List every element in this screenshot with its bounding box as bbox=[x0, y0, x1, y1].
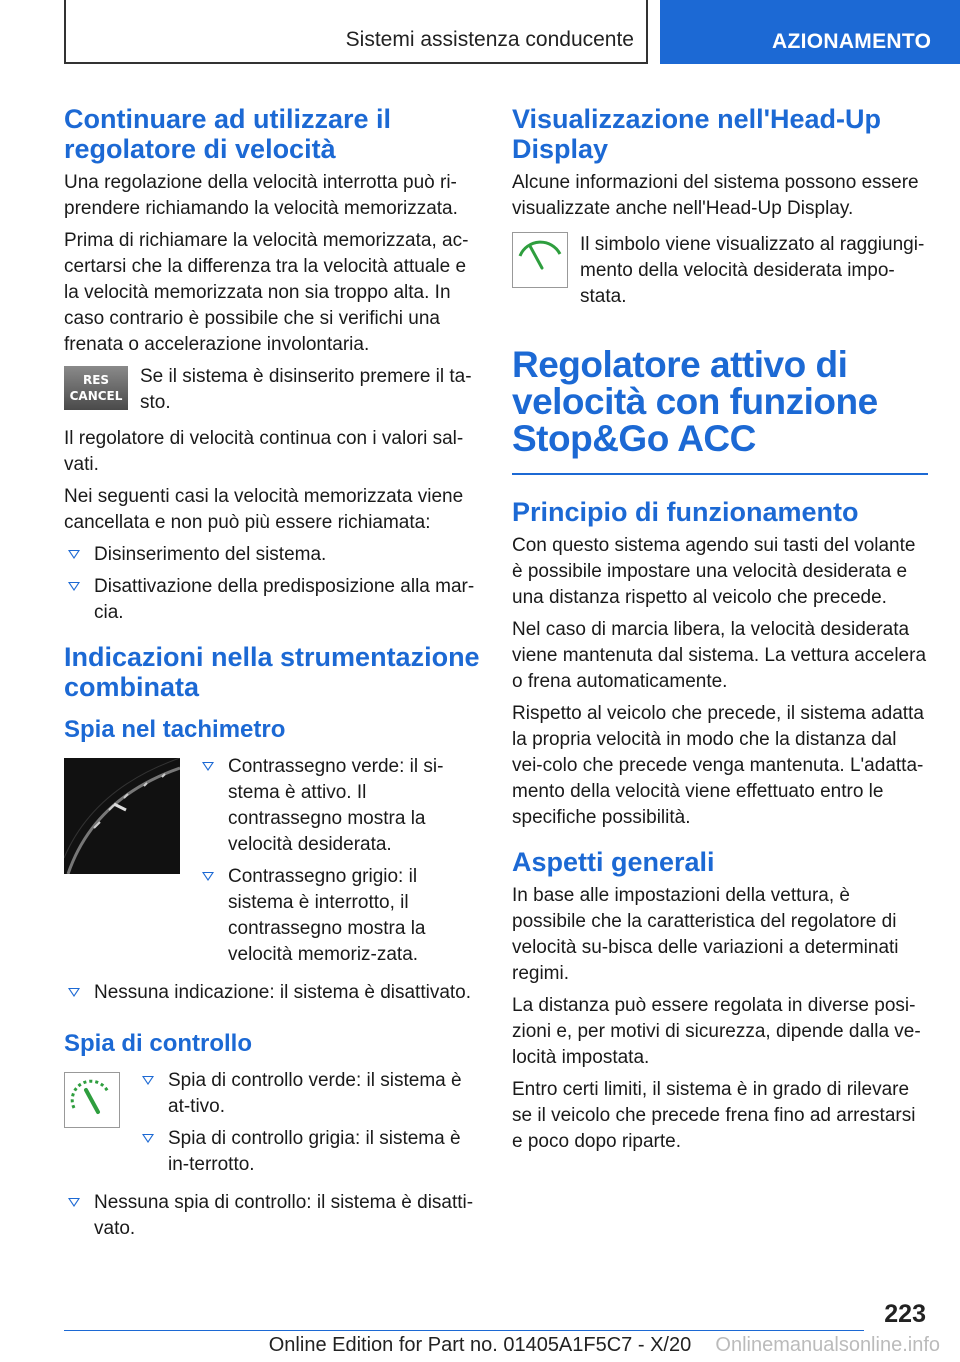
cruise-control-indicator-icon bbox=[64, 1072, 120, 1128]
triangle-bullet-icon bbox=[68, 988, 80, 997]
list-item-text: Nessuna spia di controllo: il sistema è disatti-vato. bbox=[94, 1192, 474, 1239]
res-cancel-row bbox=[64, 364, 480, 416]
paragraph: Una regolazione della velocità interrotta può ri-prendere richiamando la velocità memorizzata. bbox=[64, 172, 458, 219]
heading-hud: Visualizzazione nell'Head-Up Display bbox=[512, 104, 882, 164]
ctrl-list bbox=[138, 1068, 480, 1184]
list-item-text: Disattivazione della predisposizione alla mar-cia. bbox=[94, 576, 475, 623]
paragraph: Rispetto al veicolo che precede, il sistema adatta la propria velocità in modo che la distanza dal vei-colo che precede venga mantenuta. L'adatta-mento della velocità viene effettuato entro le specifiche possibilità. bbox=[512, 703, 924, 828]
triangle-bullet-icon bbox=[68, 1198, 80, 1207]
heading-resume: Continuare ad utilizzare il regolatore di velocità bbox=[64, 104, 392, 164]
triangle-bullet-icon bbox=[202, 762, 214, 771]
paragraph: Alcune informazioni del sistema possono essere visualizzate anche nell'Head-Up Display. bbox=[512, 172, 919, 219]
cancel-icon-text: CANCEL bbox=[69, 389, 123, 403]
paragraph: In base alle impostazioni della vettura, è possibile che la caratteristica del regolatore di velocità su-bisca delle variazioni a determinati regimi. bbox=[512, 885, 899, 984]
triangle-bullet-icon bbox=[202, 872, 214, 881]
paragraph: Con questo sistema agendo sui tasti del volante è possibile impostare una velocità desiderata e una distanza rispetto al veicolo che precede. bbox=[512, 535, 916, 608]
heading-spia-controllo: Spia di controllo bbox=[64, 1030, 253, 1057]
heading-spia-tachimetro: Spia nel tachimetro bbox=[64, 716, 286, 743]
heading-indicazioni: Indicazioni nella strumentazione combinata bbox=[64, 642, 480, 702]
ctrl-row bbox=[64, 1068, 480, 1190]
left-column bbox=[64, 104, 480, 1248]
list bbox=[64, 980, 480, 1006]
header-section-label: Sistemi assistenza conducente bbox=[345, 28, 634, 51]
heading-principio: Principio di funzionamento bbox=[512, 497, 859, 527]
list-item-text: Spia di controllo verde: il sistema è at-tivo. bbox=[168, 1070, 462, 1117]
tach-row bbox=[64, 754, 480, 980]
heading-acc: Regolatore attivo di velocità con funzione Stop&Go ACC bbox=[512, 344, 878, 459]
paragraph: Il simbolo viene visualizzato al raggiungi-mento della velocità desiderata impo-stata. bbox=[580, 234, 925, 307]
paragraph: Nei seguenti casi la velocità memorizzata viene cancellata e non può più essere richiamata: bbox=[64, 486, 464, 533]
list-item-text: Contrassegno verde: il si-stema è attivo. Il contrassegno mostra la velocità desiderata. bbox=[228, 756, 444, 855]
paragraph: Il regolatore di velocità continua con i valori sal-vati. bbox=[64, 428, 464, 475]
divider bbox=[512, 473, 928, 475]
list-item bbox=[64, 574, 480, 626]
list-item bbox=[64, 1190, 480, 1242]
res-cancel-button-icon bbox=[64, 366, 128, 410]
list-item bbox=[64, 980, 480, 1006]
list-item-text: Nessuna indicazione: il sistema è disattivato. bbox=[94, 982, 472, 1003]
heading-aspetti: Aspetti generali bbox=[512, 847, 715, 877]
triangle-bullet-icon bbox=[142, 1076, 154, 1085]
list-item bbox=[198, 754, 480, 858]
list-item bbox=[64, 542, 480, 568]
list-item-text: Spia di controllo grigia: il sistema è in-terrotto. bbox=[168, 1128, 461, 1175]
header-chapter-label: AZIONAMENTO bbox=[772, 30, 932, 53]
footer bbox=[0, 1334, 960, 1357]
paragraph: Se il sistema è disinserito premere il ta-sto. bbox=[140, 366, 472, 413]
hud-row bbox=[512, 232, 928, 310]
watermark: Onlinemanualsonline.info bbox=[715, 1334, 940, 1356]
triangle-bullet-icon bbox=[68, 582, 80, 591]
edition-text: Online Edition for Part no. 01405A1F5C7 - X/20 bbox=[268, 1334, 692, 1356]
triangle-bullet-icon bbox=[142, 1134, 154, 1143]
paragraph: La distanza può essere regolata in diverse posi-zioni e, per motivi di sicurezza, dipende dalla ve-locità impostata. bbox=[512, 995, 921, 1068]
list-item-text: Disinserimento del sistema. bbox=[94, 544, 327, 565]
header-section bbox=[64, 0, 648, 64]
res-icon-text: RES bbox=[82, 373, 110, 387]
list-item bbox=[138, 1126, 480, 1178]
right-column bbox=[512, 104, 928, 1161]
list-item bbox=[198, 864, 480, 968]
list-item bbox=[138, 1068, 480, 1120]
triangle-bullet-icon bbox=[68, 550, 80, 559]
list bbox=[64, 542, 480, 626]
header-chapter bbox=[660, 0, 960, 64]
list-item-text: Contrassegno grigio: il sistema è interrotto, il contrassegno mostra la velocità memoriz-zata. bbox=[228, 866, 426, 965]
paragraph: Entro certi limiti, il sistema è in grado di rilevare se il veicolo che precede frena fino ad arrestarsi e poco dopo riparte. bbox=[512, 1079, 916, 1152]
paragraph: Prima di richiamare la velocità memorizzata, ac-certarsi che la differenza tra la velocità attuale e la velocità memorizzata non sia troppo alta. In caso contrario è possibile che si verifichi una frenata o accelerazione involontaria. bbox=[64, 230, 469, 355]
footer-divider bbox=[64, 1330, 864, 1331]
speedometer-icon bbox=[64, 758, 180, 874]
paragraph: Nel caso di marcia libera, la velocità desiderata viene mantenuta dal sistema. La vettura accelera o frena automaticamente. bbox=[512, 619, 927, 692]
page-number: 223 bbox=[884, 1300, 926, 1328]
tach-list bbox=[198, 754, 480, 974]
hud-cruise-icon bbox=[512, 232, 568, 288]
list bbox=[64, 1190, 480, 1242]
